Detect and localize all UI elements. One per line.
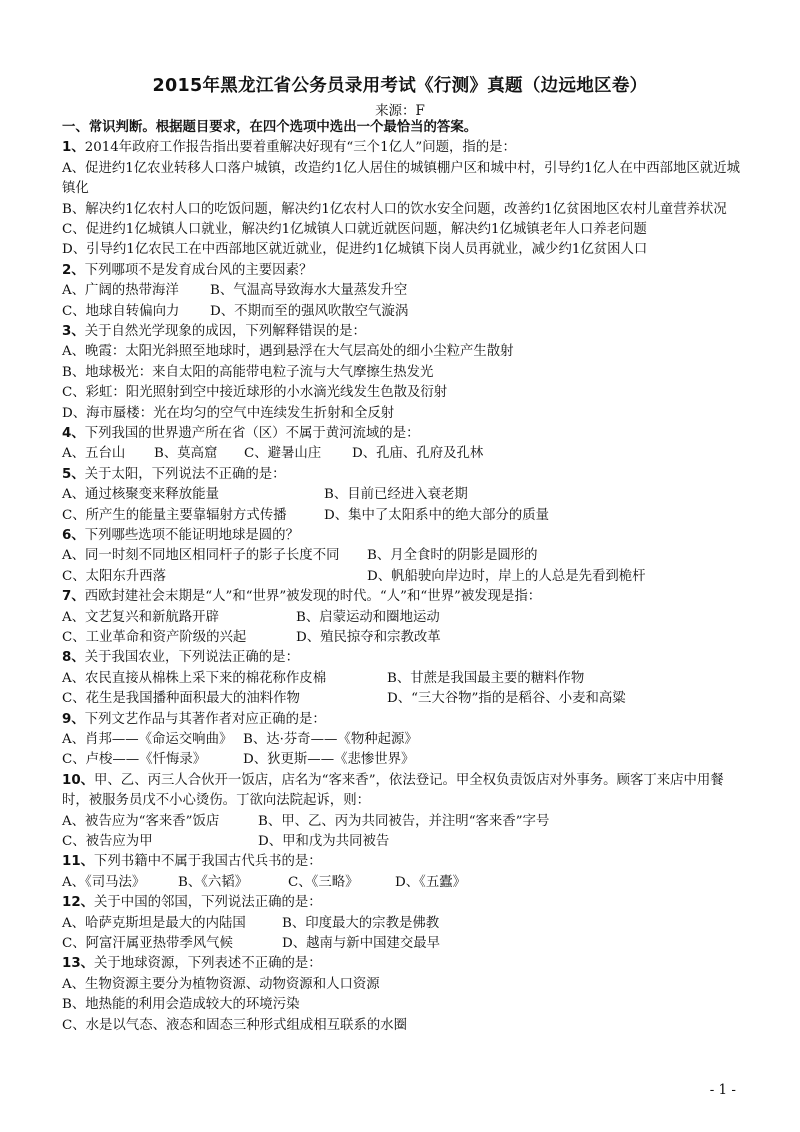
question-text: 关于中国的邻国，下列说法正确的是： [94, 895, 322, 911]
question-stem [62, 893, 742, 913]
answer-option: A、五台山 [62, 446, 126, 462]
answer-option-row [62, 444, 742, 464]
question-number: 1、 [62, 140, 85, 156]
question-6 [62, 526, 742, 587]
question-text: 下列哪些选项不能证明地球是圆的？ [84, 528, 299, 544]
question-text: 关于地球资源，下列表述不正确的是： [94, 956, 322, 972]
answer-option: D、甲和戊为共同被告 [258, 834, 390, 849]
answer-option-row [62, 302, 742, 322]
answer-option: A、哈萨克斯坦是最大的内陆国 [62, 915, 246, 931]
question-5 [62, 465, 742, 526]
answer-option: D、海市蜃楼：光在均匀的空气中连续发生折射和全反射 [62, 405, 395, 421]
answer-option: B、地热能的利用会造成较大的环境污染 [62, 997, 300, 1013]
answer-option-row [62, 608, 742, 628]
answer-option: C、所产生的能量主要靠辐射方式传播 [62, 507, 287, 523]
question-number: 12、 [62, 895, 95, 911]
answer-option: B、印度最大的宗教是佛教 [282, 915, 440, 931]
question-number: 6、 [62, 528, 85, 544]
question-text: 下列书籍中不属于我国古代兵书的是： [94, 854, 322, 870]
question-list [62, 118, 742, 1036]
answer-option: A、促进约1亿农业转移人口落户城镇，改造约1亿人居住的城镇棚户区和城中村，引导约1亿人在中西部地区就近城镇化 [62, 160, 740, 197]
question-stem [62, 954, 742, 974]
answer-option: B、莫高窟 [154, 446, 218, 462]
answer-option: B、目前已经进入衰老期 [324, 487, 468, 503]
answer-option: B、甘蔗是我国最主要的糖料作物 [387, 670, 585, 686]
question-2 [62, 261, 742, 322]
answer-option: B、达·芬奇——《物种起源》 [243, 732, 418, 748]
question-stem [62, 261, 742, 281]
answer-option-row [62, 669, 742, 689]
question-stem [62, 424, 742, 444]
question-stem [62, 322, 742, 342]
question-number: 9、 [62, 711, 85, 727]
answer-option-row [62, 750, 742, 770]
question-13 [62, 954, 742, 1036]
question-text: 关于自然光学现象的成因，下列解释错误的是： [84, 324, 366, 340]
answer-option-row [62, 914, 742, 934]
answer-option-row [62, 873, 742, 893]
question-number: 13、 [62, 956, 95, 972]
questions-container [62, 138, 742, 1036]
source-line: 来源：F [375, 103, 425, 119]
answer-option: B、解决约1亿农村人口的吃饭问题，解决约1亿农村人口的饮水安全问题，改善约1亿贫困地区农村儿童营养状况 [62, 201, 727, 217]
answer-option-row [62, 730, 742, 750]
answer-option: A、生物资源主要分为植物资源、动物资源和人口资源 [62, 976, 380, 992]
question-number: 3、 [62, 324, 85, 340]
answer-option: A、农民直接从棉株上采下来的棉花称作皮棉 [62, 670, 327, 686]
answer-option: B、气温高导致海水大量蒸发升空 [210, 283, 408, 299]
answer-option: B、启蒙运动和圈地运动 [296, 609, 440, 625]
question-3 [62, 322, 742, 424]
question-number: 11、 [62, 854, 95, 870]
answer-option: C、水是以气态、液态和固态三种形式组成相互联系的水圈 [62, 1017, 408, 1033]
answer-option: C、太阳东升西落 [62, 568, 166, 584]
answer-option-row [62, 281, 742, 301]
answer-option-row [62, 689, 742, 709]
answer-option: D、集中了太阳系中的绝大部分的质量 [324, 507, 549, 523]
answer-option: A、通过核聚变来释放能量 [62, 487, 219, 503]
answer-option: D、“三大谷物”指的是稻谷、小麦和高粱 [387, 691, 626, 707]
answer-option: D、不期而至的强风吹散空气漩涡 [210, 303, 409, 319]
question-text: 关于太阳，下列说法不正确的是： [84, 466, 286, 482]
answer-option: B、甲、乙、丙为共同被告，并注明“客来香”字号 [258, 813, 550, 829]
question-stem [62, 852, 742, 872]
question-12 [62, 893, 742, 954]
question-stem [62, 771, 742, 812]
question-stem [62, 710, 742, 730]
answer-option: B、地球极光：来自太阳的高能带电粒子流与大气摩擦生热发光 [62, 364, 434, 380]
question-number: 4、 [62, 426, 85, 442]
question-stem [62, 465, 742, 485]
answer-option: C、避暑山庄 [244, 446, 322, 462]
question-10 [62, 771, 742, 853]
answer-option: D、殖民掠夺和宗教改革 [296, 630, 441, 646]
answer-option: C、花生是我国播种面积最大的油料作物 [62, 691, 300, 707]
answer-option-row [62, 567, 742, 587]
question-text: 甲、乙、丙三人合伙开一饭店，店名为“客来香”，依法登记。甲全权负责饭店对外事务。顾客丁来店中用餐时，被服务员戊不小心烫伤。丁欲向法院起诉，则： [62, 772, 724, 809]
answer-option: D、孔庙、孔府及孔林 [352, 446, 484, 462]
answer-option: C、工业革命和资产阶级的兴起 [62, 630, 247, 646]
answer-option-row [62, 546, 742, 566]
answer-option: C、阿富汗属亚热带季风气候 [62, 935, 233, 951]
answer-option: D、帆船驶向岸边时，岸上的人总是先看到桅杆 [367, 568, 646, 584]
answer-option: C、被告应为甲 [62, 834, 153, 849]
question-text: 2014年政府工作报告指出要着重解决好现有“三个1亿人”问题，指的是： [84, 140, 516, 156]
question-number: 7、 [62, 589, 85, 605]
question-11 [62, 852, 742, 893]
answer-option: A、《司马法》 [62, 874, 146, 890]
answer-option-row [62, 485, 742, 505]
answer-option: D、《五蠹》 [395, 874, 466, 890]
question-text: 下列文艺作品与其著作者对应正确的是： [84, 711, 326, 727]
question-stem [62, 648, 742, 668]
page-number: - 1 - [709, 1082, 736, 1098]
answer-option: C、卢梭——《忏悔录》 [62, 752, 207, 768]
answer-option-row [62, 506, 742, 526]
answer-option: A、被告应为“客来香”饭店 [62, 813, 220, 829]
section-heading: 一、常识判断。根据题目要求，在四个选项中选出一个最恰当的答案。 [62, 120, 478, 135]
answer-option-row [62, 812, 742, 832]
answer-option: A、文艺复兴和新航路开辟 [62, 609, 219, 625]
question-text: 下列我国的世界遗产所在省（区）不属于黄河流域的是： [84, 426, 420, 442]
question-8 [62, 648, 742, 709]
question-1 [62, 138, 742, 260]
answer-option: B、《六韬》 [178, 874, 249, 890]
answer-option-row [62, 832, 742, 852]
answer-option: A、晚霞：太阳光斜照至地球时，遇到悬浮在大气层高处的细小尘粒产生散射 [62, 344, 514, 360]
question-stem [62, 526, 742, 546]
answer-option: C、地球自转偏向力 [62, 303, 180, 319]
answer-option-row [62, 628, 742, 648]
answer-option: D、狄更斯——《悲惨世界》 [243, 752, 415, 768]
question-4 [62, 424, 742, 465]
question-9 [62, 710, 742, 771]
question-number: 2、 [62, 262, 85, 278]
document-title: 2015年黑龙江省公务员录用考试《行测》真题（边远地区卷） [152, 76, 648, 96]
question-stem [62, 587, 742, 607]
answer-option: C、促进约1亿城镇人口就业，解决约1亿城镇人口就近就医问题，解决约1亿城镇老年人口养老问题 [62, 222, 647, 238]
answer-option: A、肖邦——《命运交响曲》 [62, 732, 233, 748]
question-stem [62, 138, 742, 158]
question-text: 下列哪项不是发育成台风的主要因素？ [84, 262, 313, 278]
answer-option: C、彩虹：阳光照射到空中接近球形的小水滴光线发生色散及衍射 [62, 385, 448, 401]
question-7 [62, 587, 742, 648]
answer-option: A、同一时刻不同地区相同杆子的影子长度不同 [62, 548, 340, 564]
answer-option-row [62, 934, 742, 954]
answer-option: B、月全食时的阴影是圆形的 [367, 548, 538, 564]
question-number: 8、 [62, 650, 85, 666]
answer-option: C、《三略》 [288, 874, 359, 890]
question-number: 10、 [62, 772, 95, 788]
answer-option: A、广阔的热带海洋 [62, 283, 179, 299]
answer-option: D、引导约1亿农民工在中西部地区就近就业，促进约1亿城镇下岗人员再就业，减少约1亿贫困人口 [62, 242, 648, 258]
answer-option: D、越南与新中国建交最早 [282, 935, 441, 951]
question-number: 5、 [62, 466, 85, 482]
question-text: 关于我国农业，下列说法正确的是： [84, 650, 299, 666]
question-text: 西欧封建社会末期是“人”和“世界”被发现的时代。“人”和“世界”被发现是指： [84, 589, 542, 605]
